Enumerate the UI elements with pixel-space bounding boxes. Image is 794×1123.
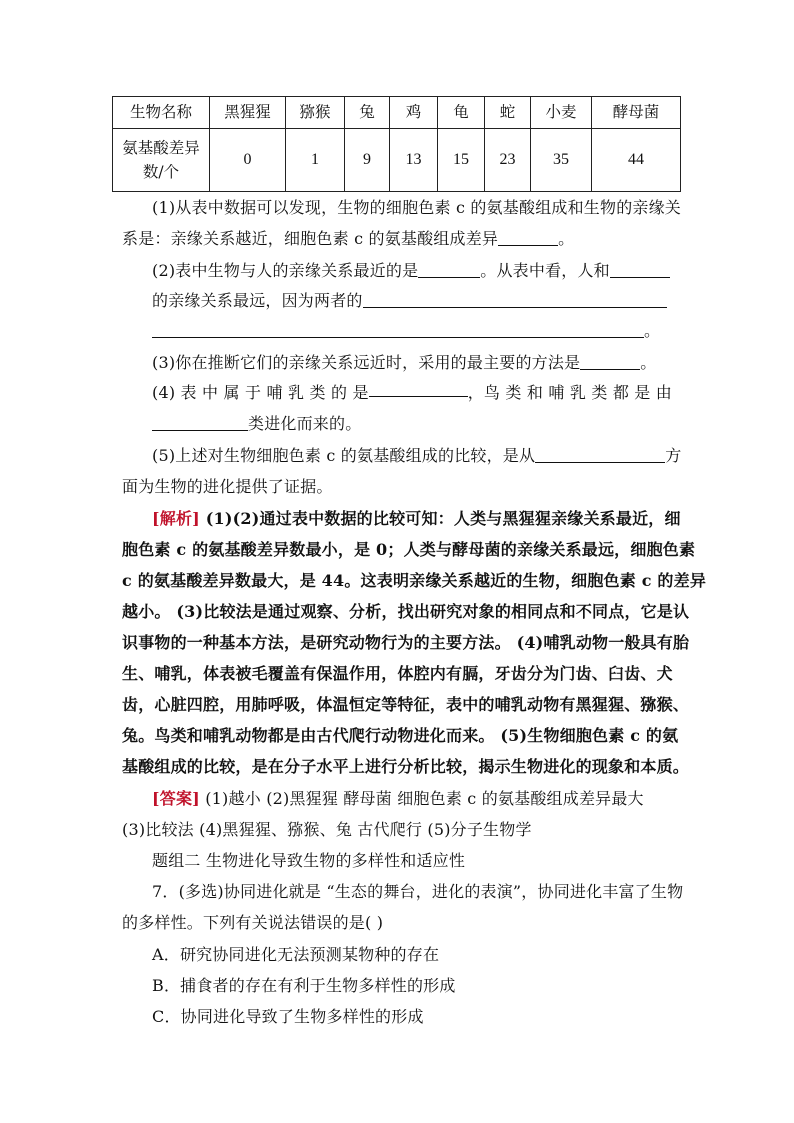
- answer-line-2: (3)比较法 (4)黑猩猩、猕猴、兔 古代爬行 (5)分子生物学: [122, 820, 532, 839]
- table-cell: 35: [531, 129, 592, 192]
- table-header-cell: 龟: [438, 97, 485, 129]
- table-cell: 1: [286, 129, 345, 192]
- analysis-line: [解析] (1)(2)通过表中数据的比较可知：人类与黑猩猩亲缘关系最近，细: [152, 509, 681, 528]
- question-2-line-1: (2)表中生物与人的亲缘关系最近的是 。从表中看，人和: [152, 258, 670, 281]
- question-4-line-1: (4) 表 中 属 于 哺 乳 类 的 是 ，鸟 类 和 哺 乳 类 都 是 由: [152, 380, 672, 403]
- question-5-line-1: (5)上述对生物细胞色素 c 的氨基酸组成的比较，是从 方: [152, 446, 682, 465]
- question-1-line-2: 系是：亲缘关系越近，细胞色素 c 的氨基酸组成差异 。: [122, 229, 575, 248]
- analysis-line: 胞色素 c 的氨基酸差异数最小，是 0；人类与酵母菌的亲缘关系最远，细胞色素: [122, 540, 696, 559]
- answer-blank: [152, 414, 248, 431]
- answer-blank: [152, 321, 644, 338]
- table-row: [113, 129, 681, 192]
- analysis-line: 基酸组成的比较，是在分子水平上进行分析比较，揭示生物进化的现象和本质。: [122, 757, 690, 776]
- answer-blank: [363, 291, 667, 308]
- question-4-line-2: 类进化而来的。: [152, 411, 361, 434]
- analysis-line: 识事物的一种基本方法，是研究动物行为的主要方法。 (4)哺乳动物一般具有胎: [122, 633, 690, 652]
- table-cell: 23: [485, 129, 531, 192]
- table-cell: 0: [210, 129, 286, 192]
- table-header-cell: 蛇: [485, 97, 531, 129]
- answer-blank: [498, 229, 558, 246]
- question-7-line-2: 的多样性。下列有关说法错误的是( ): [122, 913, 384, 932]
- table-cell: 13: [390, 129, 438, 192]
- table-header-row: [113, 97, 681, 129]
- table-cell: 44: [592, 129, 681, 192]
- section-heading: 题组二 生物进化导致生物的多样性和适应性: [152, 851, 466, 870]
- option-a: A．研究协同进化无法预测某物种的存在: [152, 945, 440, 964]
- analysis-tag: [解析]: [152, 509, 200, 528]
- question-7-line-1: 7．(多选)协同进化就是 “生态的舞台，进化的表演”，协同进化丰富了生物: [152, 882, 684, 901]
- table-header-cell: 兔: [345, 97, 390, 129]
- analysis-line: 兔。鸟类和哺乳动物都是由古代爬行动物进化而来。 (5)生物细胞色素 c 的氨: [122, 726, 679, 745]
- analysis-line: 生、哺乳，体表被毛覆盖有保温作用，体腔内有膈，牙齿分为门齿、臼齿、犬: [122, 664, 673, 683]
- table-cell: 9: [345, 129, 390, 192]
- question-5-line-2: 面为生物的进化提供了证据。: [122, 477, 333, 496]
- table-header-cell: 猕猴: [286, 97, 345, 129]
- option-b: B．捕食者的存在有利于生物多样性的形成: [152, 976, 456, 995]
- answer-blank: [580, 353, 640, 370]
- question-3-line: (3)你在推断它们的亲缘关系远近时，采用的最主要的方法是 。: [152, 353, 657, 372]
- table-header-cell: 酵母菌: [592, 97, 681, 129]
- table-header-cell: 生物名称: [113, 97, 210, 129]
- analysis-line: c 的氨基酸差异数最大，是 44。这表明亲缘关系越近的生物，细胞色素 c 的差异: [122, 571, 707, 590]
- table-cell: 15: [438, 129, 485, 192]
- table-header-cell: 鸡: [390, 97, 438, 129]
- answer-blank: [535, 446, 665, 463]
- answer-blank: [610, 261, 670, 278]
- analysis-line: 越小。 (3)比较法是通过观察、分析，找出研究对象的相同点和不同点，它是认: [122, 602, 690, 621]
- question-2-line-3: 。: [152, 318, 660, 341]
- question-1-line-1: (1)从表中数据可以发现，生物的细胞色素 c 的氨基酸组成和生物的亲缘关: [152, 198, 681, 217]
- table-header-cell: 小麦: [531, 97, 592, 129]
- amino-acid-difference-table: [112, 96, 681, 192]
- analysis-line: 齿，心脏四腔，用肺呼吸，体温恒定等特征，表中的哺乳动物有黑猩猩、猕猴、: [122, 695, 690, 714]
- table-row-label: 氨基酸差异 数/个: [113, 129, 210, 192]
- question-2-line-2: 的亲缘关系最远，因为两者的: [152, 288, 667, 311]
- option-c: C．协同进化导致了生物多样性的形成: [152, 1007, 424, 1026]
- answer-blank: [369, 380, 468, 397]
- table-header-cell: 黑猩猩: [210, 97, 286, 129]
- answer-line-1: [答案] (1)越小 (2)黑猩猩 酵母菌 细胞色素 c 的氨基酸组成差异最大: [152, 789, 644, 808]
- answer-tag: [答案]: [152, 789, 200, 808]
- answer-blank: [418, 261, 480, 278]
